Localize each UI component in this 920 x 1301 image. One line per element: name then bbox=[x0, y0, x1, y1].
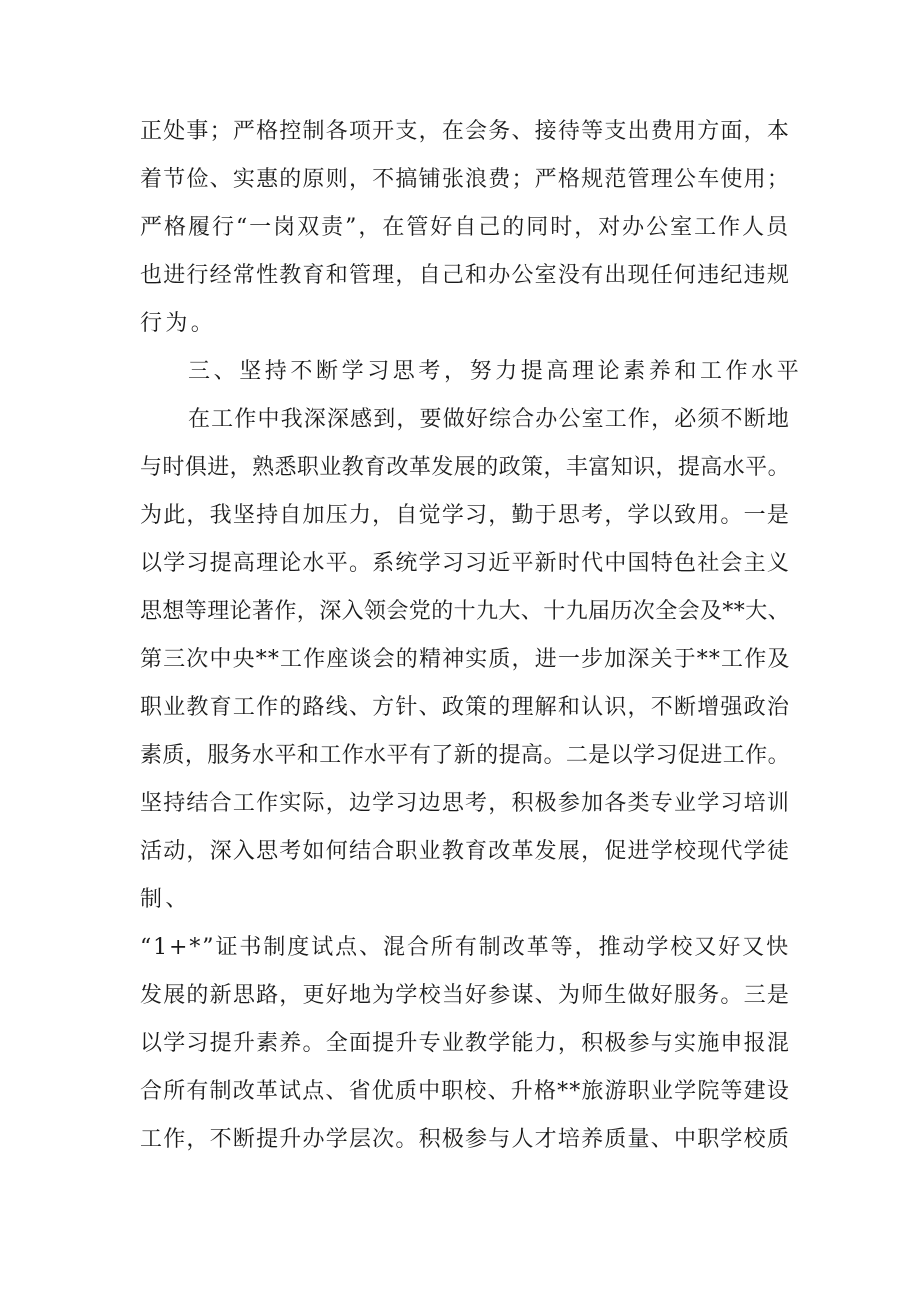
paragraph-line: 工作，不断提升办学层次。积极参与人才培养质量、中职学校质 bbox=[140, 1127, 790, 1152]
paragraph-line: 严格履行“一岗双责”，在管好自己的同时，对办公室工作人员 bbox=[140, 215, 790, 240]
paragraph-line: 第三次中央**工作座谈会的精神实质，进一步加深关于**工作及 bbox=[140, 647, 791, 672]
paragraph-line: 活动，深入思考如何结合职业教育改革发展，促进学校现代学徒 bbox=[140, 839, 790, 864]
paragraph-line: 职业教育工作的路线、方针、政策的理解和认识，不断增强政治 bbox=[140, 695, 790, 720]
paragraph-line: 合所有制改革试点、省优质中职校、升格**旅游职业学院等建设 bbox=[140, 1079, 790, 1104]
section-heading: 三、坚持不断学习思考，努力提高理论素养和工作水平 bbox=[188, 359, 803, 384]
paragraph-line: 坚持结合工作实际，边学习边思考，积极参加各类专业学习培训 bbox=[140, 791, 790, 816]
paragraph-line: 着节俭、实惠的原则，不搞铺张浪费；严格规范管理公车使用； bbox=[140, 167, 790, 192]
paragraph-line: 发展的新思路，更好地为学校当好参谋、为师生做好服务。三是 bbox=[140, 983, 790, 1008]
paragraph-line: 行为。 bbox=[140, 311, 217, 336]
paragraph-line: 素质，服务水平和工作水平有了新的提高。二是以学习促进工作。 bbox=[140, 743, 790, 768]
paragraph-line: 以学习提升素养。全面提升专业教学能力，积极参与实施申报混 bbox=[140, 1031, 790, 1056]
paragraph-line: 也进行经常性教育和管理，自己和办公室没有出现任何违纪违规 bbox=[140, 263, 790, 288]
paragraph-line: 以学习提高理论水平。系统学习习近平新时代中国特色社会主义 bbox=[140, 551, 790, 576]
paragraph-line: “1+*”证书制度试点、混合所有制改革等，推动学校又好又快 bbox=[140, 935, 790, 960]
paragraph-line: 与时俱进，熟悉职业教育改革发展的政策，丰富知识，提高水平。 bbox=[140, 455, 790, 480]
paragraph-line: 思想等理论著作，深入领会党的十九大、十九届历次全会及**大、 bbox=[140, 599, 791, 624]
paragraph-line: 制、 bbox=[140, 887, 191, 912]
paragraph-line: 在工作中我深深感到，要做好综合办公室工作，必须不断地 bbox=[188, 407, 790, 432]
paragraph-line: 为此，我坚持自加压力，自觉学习，勤于思考，学以致用。一是 bbox=[140, 503, 790, 528]
paragraph-line: 正处事；严格控制各项开支，在会务、接待等支出费用方面，本 bbox=[140, 119, 790, 144]
